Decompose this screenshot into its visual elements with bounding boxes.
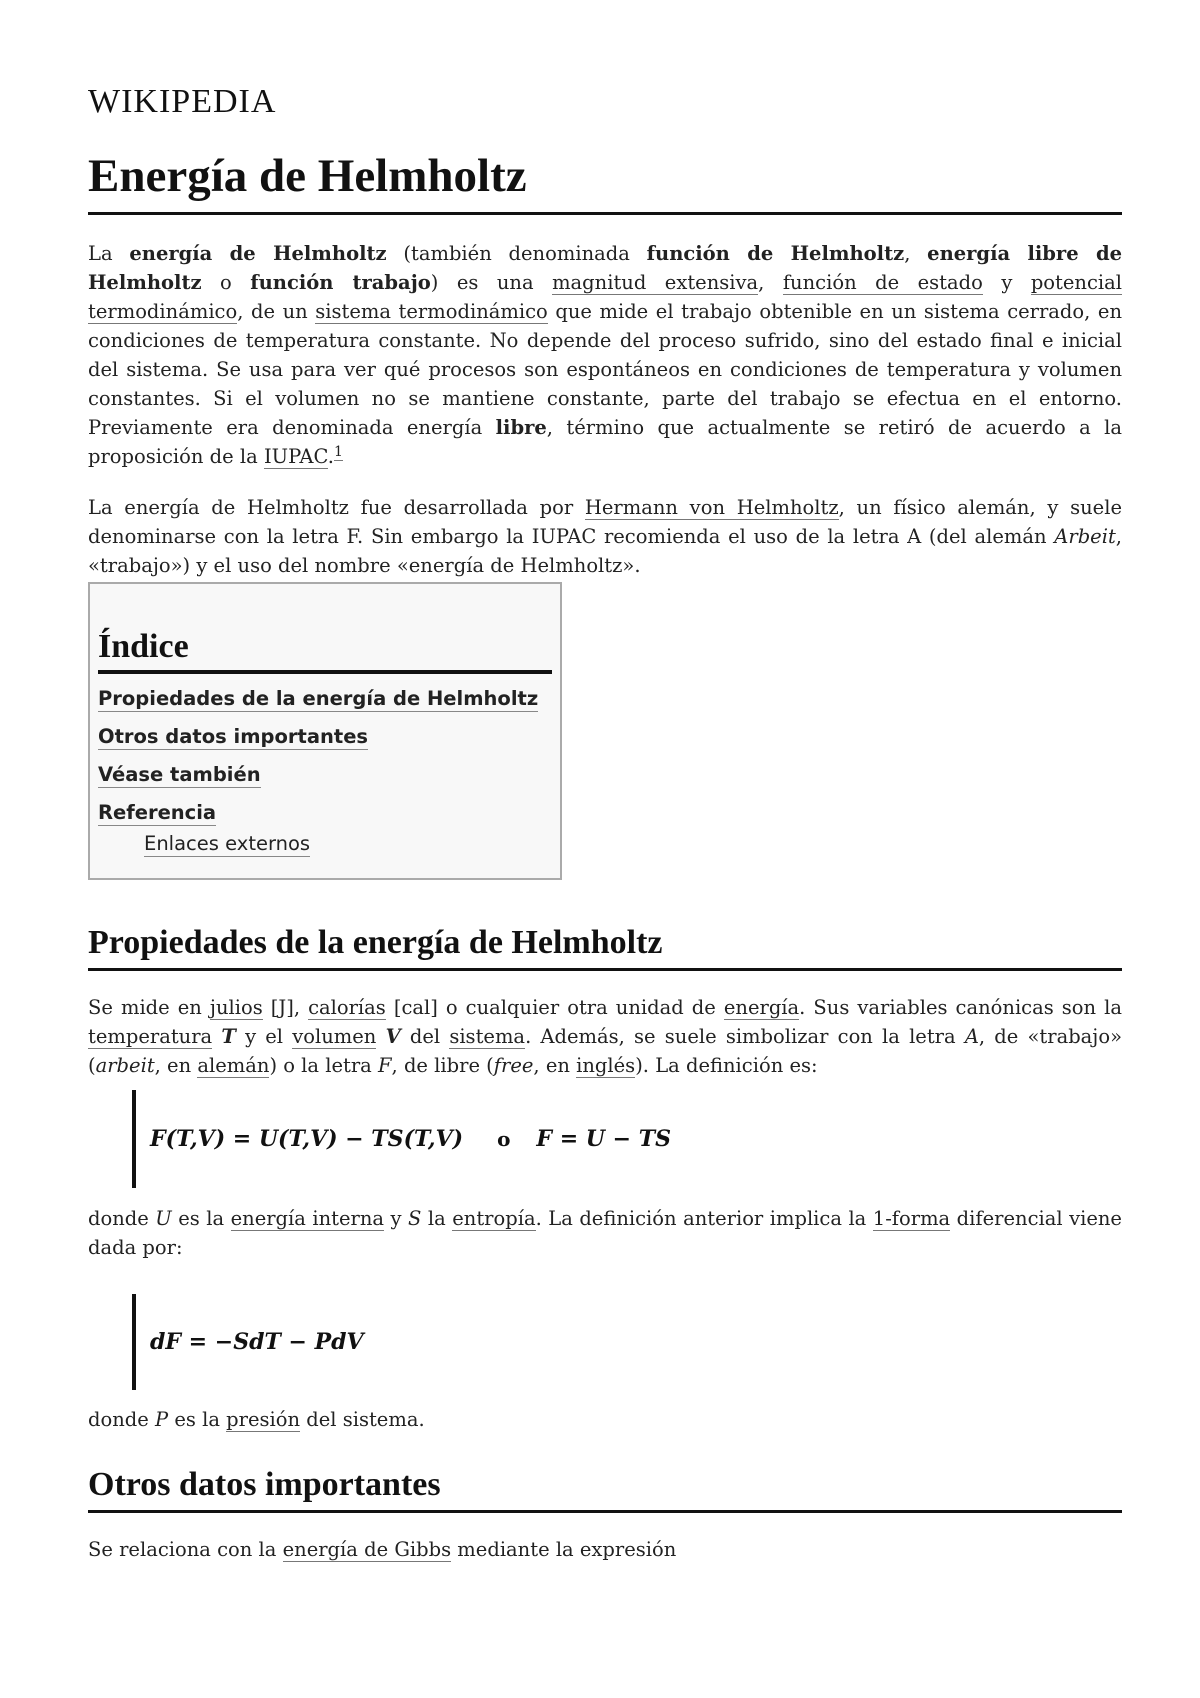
- link-temperatura[interactable]: temperatura: [88, 1025, 213, 1048]
- section-heading-otros-datos: Otros datos importantes: [88, 1464, 1122, 1513]
- link-energia-de-gibbs[interactable]: energía de Gibbs: [282, 1538, 452, 1561]
- link-hermann-von-helmholtz[interactable]: Hermann von Helmholtz: [584, 496, 839, 519]
- page-title: Energía de Helmholtz: [88, 146, 1122, 215]
- link-calorias[interactable]: calorías: [308, 996, 386, 1019]
- intro-paragraph-1: La energía de Helmholtz (también denominada función de Helmholtz, energía libre de Helmholtz o función trabajo) es una magnitud extensiva, función de estado y potencial termodinámico, de un sistema termodinámico que mide el trabajo obtenible en un sistema cerrado, en condiciones de temperatura constante. No depende del proceso sufrido, sino del estado final e inicial del sistema. Se usa para ver qué procesos son espontáneos en condiciones de temperatura y volumen constantes. Si el volumen no se mantiene constante, parte del trabajo se efectua en el entorno. Previamente era denominada energía libre, término que actualmente se retiró de acuerdo a la proposición de la IUPAC.$^1$: [88, 242, 1123, 468]
- toc-heading: Índice: [98, 626, 552, 674]
- link-energia[interactable]: energía: [723, 996, 800, 1019]
- intro-paragraph-2: La energía de Helmholtz fue desarrollada por Hermann von Helmholtz, un físico alemán, y suele denominarse con la letra F. Sin embargo la IUPAC recomienda el uso de la letra A (del alemán Arbeit, «trabajo») y el uso del nombre «energía de Helmholtz».: [88, 496, 1123, 577]
- math-V: V: [385, 1025, 401, 1048]
- link-1-forma[interactable]: 1-forma: [872, 1207, 951, 1230]
- toc-item-vease-tambien[interactable]: Véase también: [98, 763, 261, 786]
- section-otros-datos: [88, 1464, 1122, 1564]
- propiedades-paragraph-1: Se mide en julios [J], calorías [cal] o cualquier otra unidad de energía. Sus variables canónicas son la temperatura T y el volumen V del sistema. Además, se suele simbolizar con la letra A, de «trabajo» (arbeit, en alemán) o la letra F, de libre (free, en inglés). La definición es:: [88, 996, 1123, 1077]
- section-propiedades: [88, 922, 1122, 1080]
- link-potencial-termodinamico[interactable]: potencial termodinámico: [88, 271, 1122, 323]
- link-ingles[interactable]: inglés: [576, 1054, 636, 1077]
- link-sistema-termodinamico[interactable]: sistema termodinámico: [315, 300, 548, 323]
- link-presion[interactable]: presión: [226, 1408, 301, 1431]
- toc-subitem-enlaces-externos[interactable]: Enlaces externos: [144, 832, 311, 855]
- propiedades-paragraph-2: donde U es la energía interna y S la entropía. La definición anterior implica la 1-forma diferencial viene dada por:: [88, 1207, 1122, 1259]
- link-funcion-de-estado[interactable]: función de estado: [782, 271, 983, 294]
- equation-definition: F(T,V) = U(T,V) − TS(T,V) o F = U − TS: [132, 1090, 671, 1188]
- link-aleman[interactable]: alemán: [197, 1054, 270, 1077]
- reference-1[interactable]: 1: [333, 443, 343, 460]
- link-iupac[interactable]: IUPAC: [263, 445, 328, 468]
- link-energia-interna[interactable]: energía interna: [230, 1207, 385, 1230]
- math-T: T: [221, 1025, 236, 1048]
- link-entropia[interactable]: entropía: [452, 1207, 536, 1230]
- toc-item-otros-datos[interactable]: Otros datos importantes: [98, 725, 369, 748]
- link-volumen[interactable]: volumen: [292, 1025, 377, 1048]
- wikipedia-logo[interactable]: WIKIPEDIA: [88, 83, 277, 120]
- otros-datos-paragraph-1: Se relaciona con la energía de Gibbs mediante la expresión: [88, 1538, 677, 1561]
- equation-differential: dF = −SdT − PdV: [132, 1294, 364, 1390]
- toc-item-referencia[interactable]: Referencia: [98, 801, 217, 824]
- article: [88, 80, 1123, 1561]
- link-sistema[interactable]: sistema: [449, 1025, 526, 1048]
- link-julios[interactable]: julios: [209, 996, 263, 1019]
- section-heading-propiedades: Propiedades de la energía de Helmholtz: [88, 922, 1122, 971]
- table-of-contents: [88, 582, 562, 880]
- link-magnitud-extensiva[interactable]: magnitud extensiva: [552, 271, 759, 294]
- propiedades-paragraph-3: donde P es la presión del sistema.: [88, 1408, 425, 1431]
- toc-item-propiedades[interactable]: Propiedades de la energía de Helmholtz: [98, 687, 539, 710]
